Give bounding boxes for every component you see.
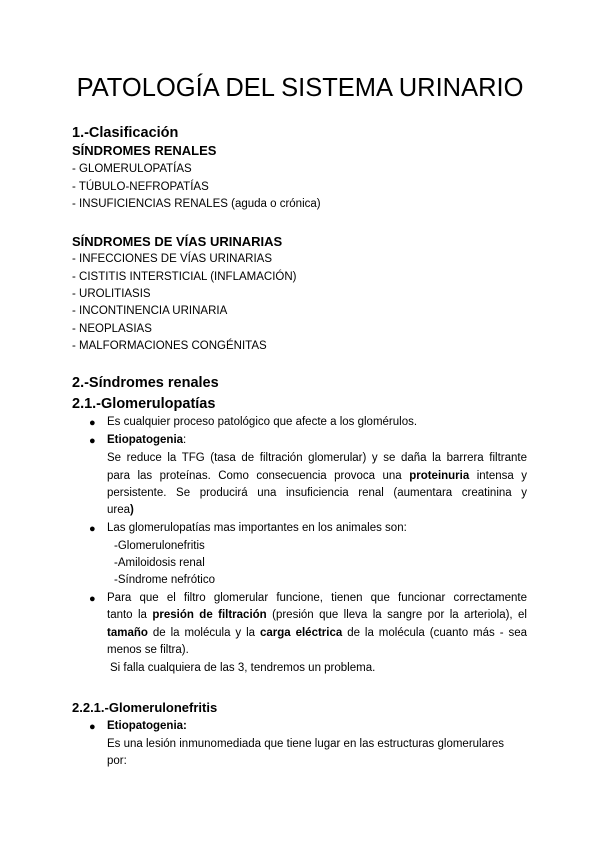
bullet-label-etiopatogenia <box>107 433 186 448</box>
bold-term-tamano: tamaño <box>107 627 148 639</box>
bold-term-carga: carga eléctrica <box>259 627 343 639</box>
text-run: de la molécula (cuanto más - sea <box>347 627 527 639</box>
paragraph-line: menos se filtra). <box>107 644 189 656</box>
bullet-icon: ● <box>89 593 96 605</box>
document-title: PATOLOGÍA DEL SISTEMA URINARIO <box>76 74 524 102</box>
bullet-icon: ● <box>89 417 96 429</box>
text-run: urea <box>107 504 131 516</box>
paragraph-line <box>107 469 527 484</box>
list-item: - UROLITIASIS <box>72 288 151 300</box>
sub-list-item: -Síndrome nefrótico <box>114 574 215 586</box>
paragraph-line <box>107 626 527 641</box>
text-run: intensa y <box>476 470 528 482</box>
bold-term-presion: presión de filtración <box>152 609 267 621</box>
text-run: tanto la <box>107 609 147 621</box>
subheading-sindromes-vias: SÍNDROMES DE VÍAS URINARIAS <box>72 234 283 249</box>
sub-list-item: -Glomerulonefritis <box>114 540 205 552</box>
list-item: - TÚBULO-NEFROPATÍAS <box>72 181 209 193</box>
bullet-icon: ● <box>89 721 96 733</box>
subheading-sindromes-renales: SÍNDROMES RENALES <box>72 143 217 158</box>
section-heading-sindromes-renales: 2.-Síndromes renales <box>72 375 219 391</box>
paragraph-line <box>107 608 527 623</box>
list-item: - GLOMERULOPATÍAS <box>72 163 192 175</box>
bold-label: Etiopatogenia: <box>107 720 187 732</box>
bullet-icon: ● <box>89 523 96 535</box>
bullet-label-etiopatogenia <box>107 719 187 734</box>
paragraph-line <box>107 503 527 518</box>
bold-term-proteinuria: proteinuria <box>409 470 470 482</box>
paragraph-line: por: <box>107 755 127 767</box>
text-run: de la molécula y la <box>152 627 256 639</box>
list-item: - INSUFICIENCIAS RENALES (aguda o crónica) <box>72 198 321 210</box>
bullet-text: Las glomerulopatías mas importantes en los animales son: <box>107 522 407 534</box>
text-run: para las proteínas. Como consecuencia provoca una <box>107 470 402 482</box>
list-item: - INCONTINENCIA URINARIA <box>72 305 228 317</box>
section-heading-clasificacion: 1.-Clasificación <box>72 125 179 141</box>
paragraph-line: Si falla cualquiera de las 3, tendremos un problema. <box>110 662 376 674</box>
sub-list-item: -Amiloidosis renal <box>114 557 205 569</box>
paragraph-line: Es una lesión inmunomediada que tiene lugar en las estructuras glomerulares <box>107 738 504 750</box>
list-item: - MALFORMACIONES CONGÉNITAS <box>72 340 267 352</box>
colon: : <box>183 434 187 446</box>
subsection-heading-glomerulopatias: 2.1.-Glomerulopatías <box>72 396 216 412</box>
bold-label: Etiopatogenia <box>107 434 184 446</box>
bold-paren: ) <box>130 504 134 516</box>
paragraph-line: Se reduce la TFG (tasa de filtración glomerular) y se daña la barrera filtrante <box>107 452 527 464</box>
subsection-heading-glomerulonefritis: 2.2.1.-Glomerulonefritis <box>72 700 218 715</box>
paragraph-line: persistente. Se producirá una insuficiencia renal (aumentara creatinina y <box>107 487 527 499</box>
list-item: - NEOPLASIAS <box>72 323 152 335</box>
list-item: - INFECCIONES DE VÍAS URINARIAS <box>72 253 273 265</box>
text-run: (presión que lleva la sangre por la arteriola), el <box>272 609 527 621</box>
bullet-text: Es cualquier proceso patológico que afecte a los glomérulos. <box>107 416 418 428</box>
bullet-icon: ● <box>89 435 96 447</box>
list-item: - CISTITIS INTERSTICIAL (INFLAMACIÓN) <box>72 271 297 283</box>
paragraph-line: Para que el filtro glomerular funcione, tienen que funcionar correctamente <box>107 592 527 604</box>
